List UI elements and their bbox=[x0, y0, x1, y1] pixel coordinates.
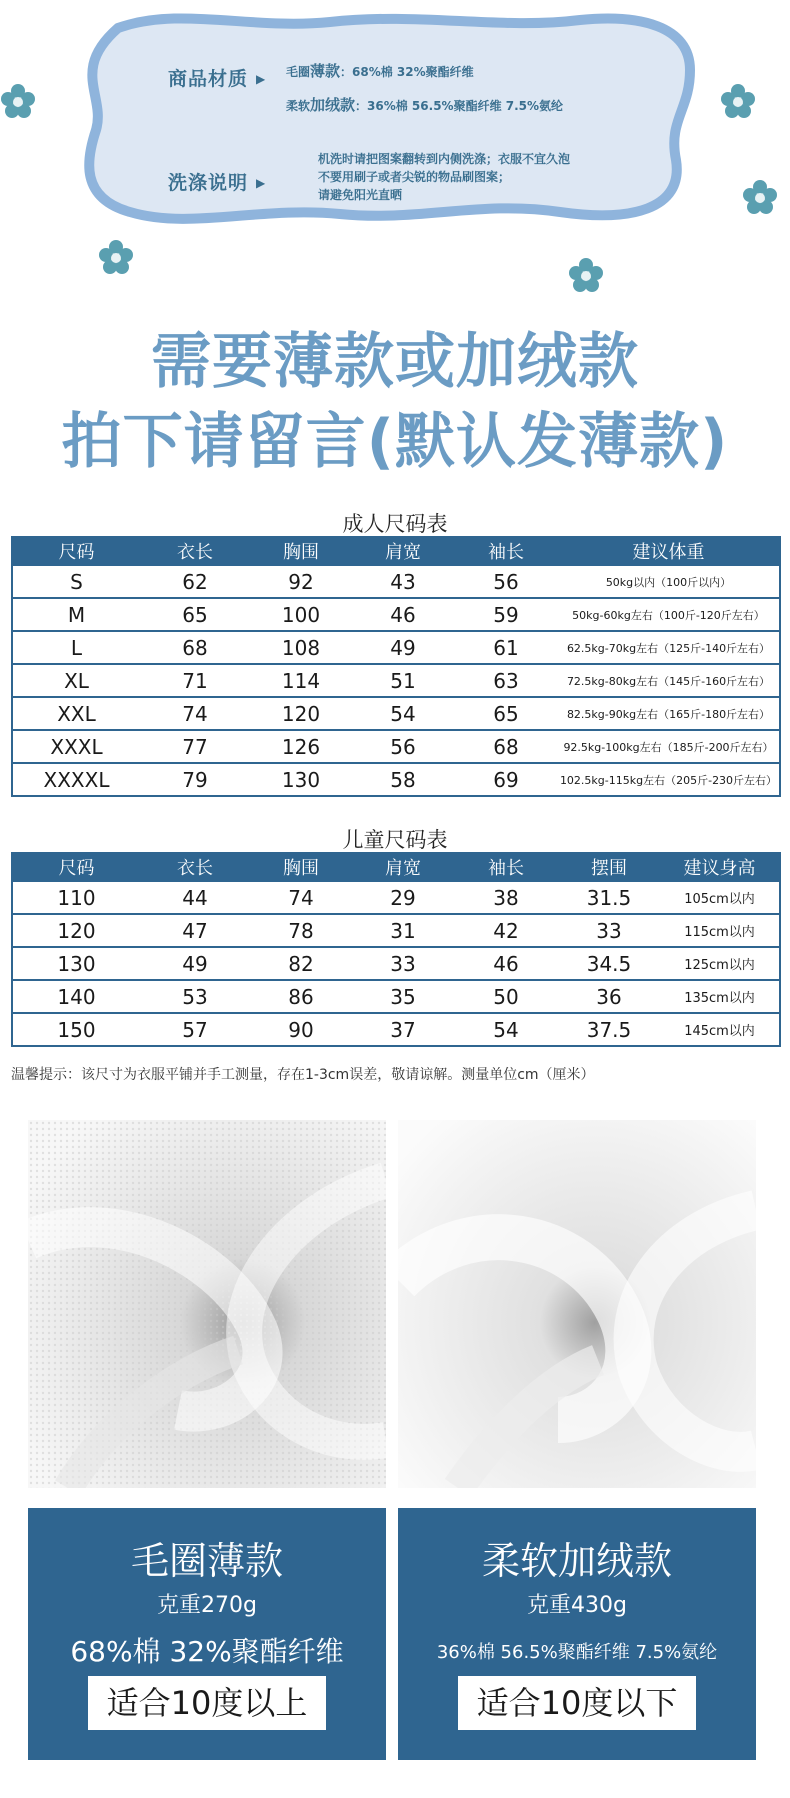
table-row bbox=[12, 980, 780, 1013]
table-cell: 31 bbox=[352, 914, 454, 947]
table-cell: 130 bbox=[250, 763, 352, 796]
table-cell: 43 bbox=[352, 566, 454, 598]
table-cell: 114 bbox=[250, 664, 352, 697]
triangle-right-icon: ▶ bbox=[256, 72, 267, 86]
column-header: 胸围 bbox=[250, 536, 352, 566]
table-cell: 31.5 bbox=[558, 882, 660, 914]
column-header: 胸围 bbox=[250, 852, 352, 882]
table-cell: 120 bbox=[12, 914, 140, 947]
material-line-2-rest: ：36%棉 56.5%聚酯纤维 7.5%氨纶 bbox=[355, 99, 564, 113]
material-label-text: 商品材质 bbox=[168, 68, 249, 90]
table-cell: 54 bbox=[454, 1013, 558, 1046]
table-row bbox=[12, 763, 780, 796]
wash-instructions bbox=[318, 150, 570, 204]
table-cell: 102.5kg-115kg左右（205斤-230斤左右） bbox=[558, 763, 780, 796]
table-cell: 125cm以内 bbox=[660, 947, 780, 980]
table-row bbox=[12, 730, 780, 763]
adult-table-title: 成人尺码表 bbox=[342, 512, 448, 536]
fleece-fabric-photo bbox=[398, 1120, 756, 1488]
table-cell: 44 bbox=[140, 882, 250, 914]
table-cell: 120 bbox=[250, 697, 352, 730]
fleece-lined-card bbox=[398, 1508, 756, 1760]
column-header: 衣长 bbox=[140, 536, 250, 566]
table-cell: 46 bbox=[454, 947, 558, 980]
card-weight: 克重430g bbox=[527, 1593, 627, 1618]
wash-label-text: 洗涤说明 bbox=[168, 172, 249, 194]
table-row bbox=[12, 697, 780, 730]
kids-table-title: 儿童尺码表 bbox=[342, 828, 448, 852]
card-title: 毛圈薄款 bbox=[130, 1539, 283, 1583]
table-cell: 34.5 bbox=[558, 947, 660, 980]
table-cell: 36 bbox=[558, 980, 660, 1013]
table-row bbox=[12, 631, 780, 664]
headline-line-1: 需要薄款或加绒款 bbox=[151, 327, 639, 397]
table-cell: 62.5kg-70kg左右（125斤-140斤左右） bbox=[558, 631, 780, 664]
table-cell: M bbox=[12, 598, 140, 631]
column-header: 肩宽 bbox=[352, 536, 454, 566]
table-cell: 69 bbox=[454, 763, 558, 796]
table-cell: 82.5kg-90kg左右（165斤-180斤左右） bbox=[558, 697, 780, 730]
table-header-row bbox=[12, 536, 780, 566]
terry-fabric-photo bbox=[28, 1120, 386, 1488]
table-cell: 42 bbox=[454, 914, 558, 947]
flower-icon bbox=[721, 84, 755, 118]
table-cell: 71 bbox=[140, 664, 250, 697]
column-header: 袖长 bbox=[454, 852, 558, 882]
table-cell: 140 bbox=[12, 980, 140, 1013]
table-cell: 105cm以内 bbox=[660, 882, 780, 914]
material-line-1-rest: ：68%棉 32%聚酯纤维 bbox=[340, 65, 474, 79]
table-cell: 108 bbox=[250, 631, 352, 664]
wash-label bbox=[168, 168, 266, 195]
table-row bbox=[12, 947, 780, 980]
table-cell: 50kg以内（100斤以内） bbox=[558, 566, 780, 598]
table-cell: 46 bbox=[352, 598, 454, 631]
table-header-row bbox=[12, 852, 780, 882]
fleece-fabric-swirl bbox=[398, 1120, 756, 1488]
column-header: 袖长 bbox=[454, 536, 558, 566]
table-row bbox=[12, 1013, 780, 1046]
terry-fabric-swirl bbox=[28, 1120, 386, 1488]
table-cell: 90 bbox=[250, 1013, 352, 1046]
table-cell: 92.5kg-100kg左右（185斤-200斤左右） bbox=[558, 730, 780, 763]
table-cell: 92 bbox=[250, 566, 352, 598]
table-cell: 33 bbox=[558, 914, 660, 947]
table-cell: 57 bbox=[140, 1013, 250, 1046]
table-cell: 50 bbox=[454, 980, 558, 1013]
table-cell: 54 bbox=[352, 697, 454, 730]
measurement-tip: 温馨提示：该尺寸为衣服平铺并手工测量，存在1-3cm误差，敬请谅解。测量单位cm（厘米） bbox=[11, 1067, 595, 1083]
table-cell: XXXXL bbox=[12, 763, 140, 796]
card-composition: 36%棉 56.5%聚酯纤维 7.5%氨纶 bbox=[436, 1642, 718, 1663]
flower-icon bbox=[743, 180, 777, 214]
table-cell: 150 bbox=[12, 1013, 140, 1046]
table-cell: 50kg-60kg左右（100斤-120斤左右） bbox=[558, 598, 780, 631]
adult-size-table bbox=[11, 536, 781, 797]
table-cell: 110 bbox=[12, 882, 140, 914]
table-cell: 59 bbox=[454, 598, 558, 631]
table-cell: XXXL bbox=[12, 730, 140, 763]
table-cell: 56 bbox=[352, 730, 454, 763]
table-cell: 37 bbox=[352, 1013, 454, 1046]
column-header: 衣长 bbox=[140, 852, 250, 882]
headline-line-2: 拍下请留言(默认发薄款) bbox=[61, 407, 729, 477]
table-cell: 51 bbox=[352, 664, 454, 697]
column-header: 建议身高 bbox=[660, 852, 780, 882]
table-cell: XL bbox=[12, 664, 140, 697]
terry-thin-card bbox=[28, 1508, 386, 1760]
triangle-right-icon: ▶ bbox=[256, 176, 267, 190]
table-cell: 37.5 bbox=[558, 1013, 660, 1046]
table-cell: 49 bbox=[140, 947, 250, 980]
table-cell: 72.5kg-80kg左右（145斤-160斤左右） bbox=[558, 664, 780, 697]
card-title: 柔软加绒款 bbox=[481, 1539, 672, 1583]
table-row bbox=[12, 566, 780, 598]
material-label bbox=[168, 64, 266, 91]
table-cell: 86 bbox=[250, 980, 352, 1013]
table-cell: 130 bbox=[12, 947, 140, 980]
flower-icon bbox=[99, 240, 133, 274]
table-cell: 65 bbox=[454, 697, 558, 730]
material-line-2-bold: 加绒款 bbox=[310, 96, 356, 114]
material-line-2 bbox=[286, 96, 563, 115]
kids-size-table bbox=[11, 852, 781, 1047]
table-cell: 74 bbox=[140, 697, 250, 730]
column-header: 尺码 bbox=[12, 536, 140, 566]
card-temperature-badge: 适合10度以下 bbox=[458, 1676, 696, 1730]
flower-icon bbox=[569, 258, 603, 292]
material-line-2-prefix: 柔软 bbox=[286, 99, 311, 113]
material-line-1 bbox=[286, 62, 474, 81]
table-row bbox=[12, 664, 780, 697]
table-cell: 77 bbox=[140, 730, 250, 763]
column-header: 建议体重 bbox=[558, 536, 780, 566]
card-weight: 克重270g bbox=[157, 1593, 257, 1618]
table-cell: 38 bbox=[454, 882, 558, 914]
column-header: 尺码 bbox=[12, 852, 140, 882]
table-cell: 100 bbox=[250, 598, 352, 631]
table-row bbox=[12, 882, 780, 914]
table-cell: 79 bbox=[140, 763, 250, 796]
table-cell: 56 bbox=[454, 566, 558, 598]
table-cell: L bbox=[12, 631, 140, 664]
table-row bbox=[12, 598, 780, 631]
table-cell: 63 bbox=[454, 664, 558, 697]
table-cell: XXL bbox=[12, 697, 140, 730]
table-cell: 33 bbox=[352, 947, 454, 980]
table-cell: 49 bbox=[352, 631, 454, 664]
card-composition: 68%棉 32%聚酯纤维 bbox=[70, 1635, 344, 1668]
table-cell: 53 bbox=[140, 980, 250, 1013]
table-cell: 58 bbox=[352, 763, 454, 796]
wash-line-3: 请避免阳光直晒 bbox=[318, 188, 403, 202]
table-cell: 65 bbox=[140, 598, 250, 631]
table-cell: 68 bbox=[140, 631, 250, 664]
table-cell: 29 bbox=[352, 882, 454, 914]
table-cell: 62 bbox=[140, 566, 250, 598]
table-cell: 145cm以内 bbox=[660, 1013, 780, 1046]
table-row bbox=[12, 914, 780, 947]
material-line-1-prefix: 毛圈 bbox=[286, 65, 311, 79]
column-header: 肩宽 bbox=[352, 852, 454, 882]
wash-line-1: 机洗时请把图案翻转到内侧洗涤；衣服不宜久泡 bbox=[318, 152, 571, 166]
material-line-1-bold: 薄款 bbox=[310, 62, 341, 80]
table-cell: 35 bbox=[352, 980, 454, 1013]
wash-line-2: 不要用刷子或者尖锐的物品刷图案； bbox=[318, 170, 511, 184]
table-cell: 78 bbox=[250, 914, 352, 947]
table-cell: 126 bbox=[250, 730, 352, 763]
table-cell: 135cm以内 bbox=[660, 980, 780, 1013]
table-cell: 61 bbox=[454, 631, 558, 664]
table-cell: 47 bbox=[140, 914, 250, 947]
table-cell: 74 bbox=[250, 882, 352, 914]
card-temperature-badge: 适合10度以上 bbox=[88, 1676, 326, 1730]
column-header: 摆围 bbox=[558, 852, 660, 882]
flower-icon bbox=[1, 84, 35, 118]
table-cell: 68 bbox=[454, 730, 558, 763]
table-cell: 115cm以内 bbox=[660, 914, 780, 947]
table-cell: S bbox=[12, 566, 140, 598]
table-cell: 82 bbox=[250, 947, 352, 980]
